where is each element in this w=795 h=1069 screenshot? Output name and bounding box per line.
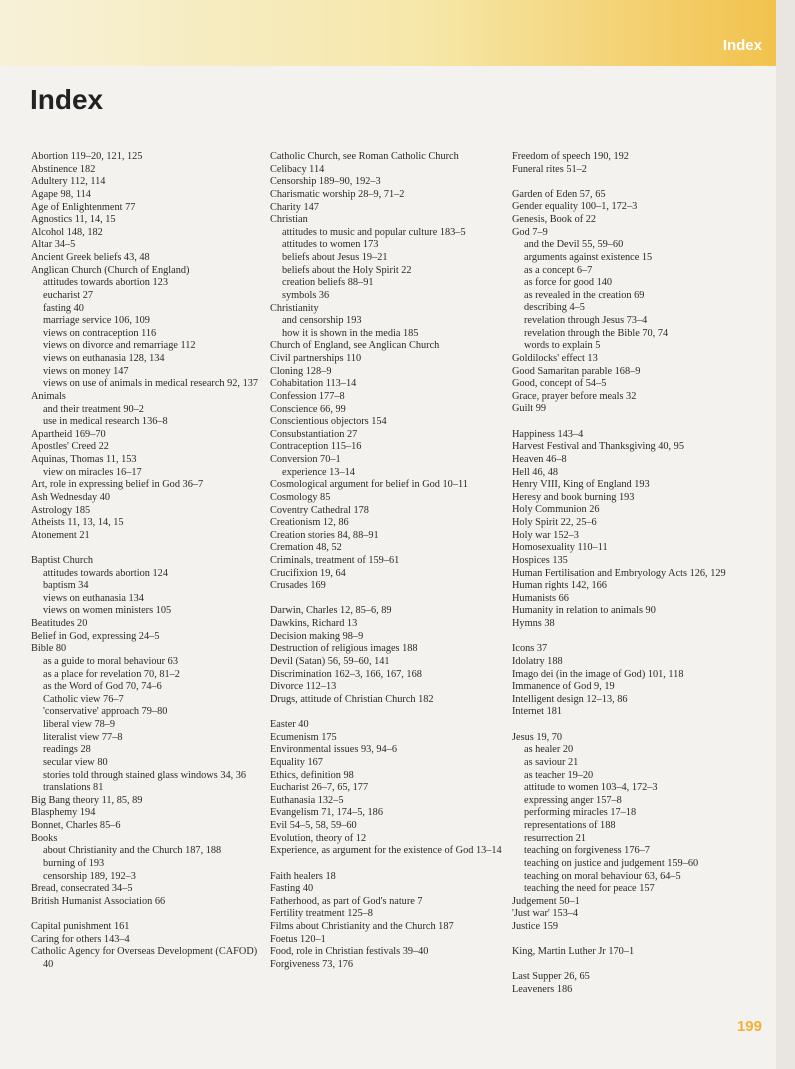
index-subentry: translations 81 bbox=[43, 782, 104, 794]
index-entry: Homosexuality 110–11 bbox=[512, 542, 608, 554]
index-entry: Last Supper 26, 65 bbox=[512, 971, 590, 983]
index-subentry: attitudes to music and popular culture 183–5 bbox=[282, 226, 466, 238]
index-entry: Celibacy 114 bbox=[270, 163, 325, 175]
index-entry: Guilt 99 bbox=[512, 403, 547, 415]
index-subentry: stories told through stained glass windows 34, 36 bbox=[43, 769, 247, 781]
index-subentry: censorship 189, 192–3 bbox=[43, 870, 136, 882]
index-entry: Internet 181 bbox=[512, 706, 563, 718]
index-entry: Evolution, theory of 12 bbox=[270, 832, 367, 844]
index-entry: Abstinence 182 bbox=[31, 163, 96, 175]
index-entry: Christian bbox=[270, 214, 308, 226]
index-entry: Blasphemy 194 bbox=[31, 807, 96, 819]
index-entry: Heresy and book burning 193 bbox=[512, 491, 635, 503]
index-entry: Coventry Cathedral 178 bbox=[270, 504, 369, 516]
index-entry: Agape 98, 114 bbox=[31, 188, 91, 200]
index-entry: Forgiveness 73, 176 bbox=[270, 958, 354, 970]
index-gap bbox=[512, 719, 750, 732]
index-entry: Fasting 40 bbox=[270, 883, 314, 895]
index-gap bbox=[270, 593, 506, 606]
index-entry: Cremation 48, 52 bbox=[270, 542, 342, 554]
index-entry: Destruction of religious images 188 bbox=[270, 643, 418, 655]
index-gap bbox=[31, 542, 263, 555]
index-subentry: eucharist 27 bbox=[43, 289, 94, 301]
index-subentry: and censorship 193 bbox=[282, 315, 362, 327]
index-entry: British Humanist Association 66 bbox=[31, 895, 166, 907]
index-subentry: and their treatment 90–2 bbox=[43, 403, 144, 415]
index-entry: Good, concept of 54–5 bbox=[512, 378, 607, 390]
index-entry: Consubstantiation 27 bbox=[270, 428, 358, 440]
index-entry: Dawkins, Richard 13 bbox=[270, 618, 358, 630]
index-entry: Civil partnerships 110 bbox=[270, 353, 362, 364]
index-entry: Agnostics 11, 14, 15 bbox=[31, 214, 116, 226]
header-label: Index bbox=[722, 37, 762, 54]
index-gap bbox=[512, 176, 750, 189]
index-subentry: views on money 147 bbox=[43, 365, 129, 377]
index-entry: Ecumenism 175 bbox=[270, 731, 337, 743]
index-entry: Gender equality 100–1, 172–3 bbox=[512, 201, 638, 213]
index-subentry: marriage service 106, 109 bbox=[43, 315, 150, 327]
index-entry: King, Martin Luther Jr 170–1 bbox=[512, 946, 635, 958]
index-subentry: words to explain 5 bbox=[524, 340, 601, 352]
index-subentry: burning of 193 bbox=[43, 857, 105, 869]
index-subentry: creation beliefs 88–91 bbox=[282, 277, 374, 289]
index-entry: Adultery 112, 114 bbox=[31, 176, 106, 188]
index-entry: Harvest Festival and Thanksgiving 40, 95 bbox=[512, 441, 684, 453]
index-column-1 bbox=[31, 151, 263, 972]
index-subentry: views on contraception 116 bbox=[43, 327, 157, 339]
index-entry: Goldilocks' effect 13 bbox=[512, 352, 598, 364]
index-entry: Charity 147 bbox=[270, 201, 319, 213]
index-entry: Contraception 115–16 bbox=[270, 441, 362, 453]
index-entry: Equality 167 bbox=[270, 756, 323, 768]
index-entry: Holy war 152–3 bbox=[512, 529, 579, 541]
index-entry: Leaveners 186 bbox=[512, 984, 573, 996]
index-entry: Holy Spirit 22, 25–6 bbox=[512, 517, 597, 529]
index-entry: Bonnet, Charles 85–6 bbox=[31, 820, 121, 832]
index-entry: Church of England, see Anglican Church bbox=[270, 340, 440, 352]
index-entry: Imago dei (in the image of God) 101, 118 bbox=[512, 668, 684, 680]
index-entry: Genesis, Book of 22 bbox=[512, 214, 597, 226]
index-entry: Hospices 135 bbox=[512, 554, 568, 566]
index-entry: Capital punishment 161 bbox=[31, 921, 130, 933]
index-subentry: secular view 80 bbox=[43, 756, 108, 768]
index-subentry: revelation through Jesus 73–4 bbox=[524, 315, 648, 327]
index-subentry: as force for good 140 bbox=[524, 277, 613, 289]
index-entry: Conversion 70–1 bbox=[270, 454, 341, 465]
index-entry: Beatitudes 20 bbox=[31, 618, 88, 630]
index-entry: Grace, prayer before meals 32 bbox=[512, 390, 637, 402]
index-subentry: resurrection 21 bbox=[524, 832, 587, 844]
index-gap bbox=[512, 959, 750, 972]
index-entry: Faith healers 18 bbox=[270, 870, 336, 882]
index-subentry: liberal view 78–9 bbox=[43, 719, 116, 731]
index-entry: Eucharist 26–7, 65, 177 bbox=[270, 782, 369, 794]
index-subentry: teaching on justice and judgement 159–60 bbox=[524, 857, 699, 869]
index-subentry: Catholic view 76–7 bbox=[43, 693, 124, 705]
index-subentry: literalist view 77–8 bbox=[43, 731, 123, 743]
index-subentry: as a concept 6–7 bbox=[524, 264, 593, 276]
index-entry: Euthanasia 132–5 bbox=[270, 794, 344, 806]
index-subentry: arguments against existence 15 bbox=[524, 251, 653, 263]
index-entry: Fertility treatment 125–8 bbox=[270, 908, 373, 920]
index-entry: Happiness 143–4 bbox=[512, 428, 584, 440]
index-entry: Drugs, attitude of Christian Church 182 bbox=[270, 693, 434, 705]
index-entry: Food, role in Christian festivals 39–40 bbox=[270, 946, 429, 958]
index-entry: Humanists 66 bbox=[512, 592, 569, 604]
index-entry: Cloning 128–9 bbox=[270, 365, 332, 377]
index-entry: Hell 46, 48 bbox=[512, 466, 559, 478]
index-entry: Atonement 21 bbox=[31, 529, 90, 541]
index-entry: Films about Christianity and the Church 187 bbox=[270, 921, 454, 933]
index-entry: Discrimination 162–3, 166, 167, 168 bbox=[270, 668, 422, 680]
index-entry: Creation stories 84, 88–91 bbox=[270, 529, 379, 541]
index-entry: Altar 34–5 bbox=[31, 239, 76, 251]
index-subentry: experience 13–14 bbox=[282, 466, 355, 478]
index-entry: Books bbox=[31, 832, 58, 844]
index-subentry: attitudes towards abortion 123 bbox=[43, 277, 168, 289]
index-subentry: symbols 36 bbox=[282, 289, 330, 301]
page-edge bbox=[776, 0, 795, 1069]
index-entry: Apartheid 169–70 bbox=[31, 428, 106, 440]
index-entry: Foetus 120–1 bbox=[270, 933, 326, 945]
index-subentry: view on miracles 16–17 bbox=[43, 466, 142, 478]
index-column-3 bbox=[512, 151, 750, 997]
index-subentry: as saviour 21 bbox=[524, 756, 579, 768]
index-subentry: teaching on forgiveness 176–7 bbox=[524, 845, 650, 857]
index-entry: Censorship 189–90, 192–3 bbox=[270, 176, 381, 188]
index-subentry: as revealed in the creation 69 bbox=[524, 289, 645, 301]
index-entry: Big Bang theory 11, 85, 89 bbox=[31, 794, 143, 806]
index-subentry: as a guide to moral behaviour 63 bbox=[43, 655, 178, 667]
index-subentry: as a place for revelation 70, 81–2 bbox=[43, 668, 180, 680]
index-entry: Ash Wednesday 40 bbox=[31, 491, 111, 503]
index-entry: Baptist Church bbox=[31, 554, 94, 566]
index-entry: Judgement 50–1 bbox=[512, 895, 580, 907]
index-entry: Ancient Greek beliefs 43, 48 bbox=[31, 252, 150, 263]
index-subentry: attitudes towards abortion 124 bbox=[43, 567, 168, 579]
index-subentry: attitude to women 103–4, 172–3 bbox=[524, 782, 658, 794]
index-entry: Easter 40 bbox=[270, 719, 309, 731]
index-subentry: describing 4–5 bbox=[524, 302, 585, 314]
index-entry: Fatherhood, as part of God's nature 7 bbox=[270, 895, 423, 907]
page-number: 199 bbox=[736, 1018, 762, 1035]
index-entry: Experience, as argument for the existence of God 13–14 bbox=[270, 845, 502, 857]
index-subentry: and the Devil 55, 59–60 bbox=[524, 239, 624, 251]
index-entry: Idolatry 188 bbox=[512, 655, 563, 667]
index-gap bbox=[512, 631, 750, 644]
index-subentry: expressing anger 157–8 bbox=[524, 794, 622, 806]
index-subentry: beliefs about Jesus 19–21 bbox=[282, 252, 388, 263]
index-entry: Catholic Church, see Roman Catholic Church bbox=[270, 151, 459, 162]
index-entry: God 7–9 bbox=[512, 226, 548, 238]
index-subentry: performing miracles 17–18 bbox=[524, 807, 637, 819]
index-entry: Christianity bbox=[270, 302, 319, 314]
index-entry: Human Fertilisation and Embryology Acts 126, 129 bbox=[512, 567, 726, 579]
index-subentry: views on use of animals in medical research 92, 137 bbox=[43, 378, 259, 390]
index-subentry: readings 28 bbox=[43, 744, 91, 756]
index-gap bbox=[31, 908, 263, 921]
index-gap bbox=[270, 706, 506, 719]
index-gap bbox=[512, 416, 750, 429]
index-entry: Divorce 112–13 bbox=[270, 681, 337, 693]
index-subentry: teaching on moral behaviour 63, 64–5 bbox=[524, 870, 681, 882]
index-entry: Justice 159 bbox=[512, 921, 559, 932]
header-bar bbox=[0, 0, 776, 66]
index-gap bbox=[512, 934, 750, 947]
index-entry: Devil (Satan) 56, 59–60, 141 bbox=[270, 655, 390, 667]
index-entry: Conscience 66, 99 bbox=[270, 403, 346, 415]
index-entry: Charismatic worship 28–9, 71–2 bbox=[270, 188, 405, 200]
index-entry: Henry VIII, King of England 193 bbox=[512, 479, 650, 491]
index-entry: Apostles' Creed 22 bbox=[31, 441, 109, 453]
index-subentry: attitudes to women 173 bbox=[282, 239, 379, 251]
index-entry: Bible 80 bbox=[31, 643, 67, 655]
index-entry: Hymns 38 bbox=[512, 618, 555, 630]
index-entry: Evangelism 71, 174–5, 186 bbox=[270, 807, 383, 819]
index-subentry: fasting 40 bbox=[43, 302, 84, 314]
index-entry: Cosmology 85 bbox=[270, 491, 331, 503]
index-column-2 bbox=[270, 151, 506, 972]
index-entry: Catholic Agency for Overseas Development (CAFOD) 40 bbox=[31, 946, 258, 970]
index-subentry: as healer 20 bbox=[524, 744, 574, 756]
index-entry: Icons 37 bbox=[512, 643, 548, 655]
index-entry: Criminals, treatment of 159–61 bbox=[270, 555, 400, 566]
index-subentry: about Christianity and the Church 187, 188 bbox=[43, 845, 222, 857]
index-subentry: baptism 34 bbox=[43, 580, 89, 592]
index-entry: Alcohol 148, 182 bbox=[31, 226, 103, 238]
index-subentry: views on women ministers 105 bbox=[43, 605, 172, 617]
index-entry: Ethics, definition 98 bbox=[270, 769, 354, 781]
index-subentry: revelation through the Bible 70, 74 bbox=[524, 327, 669, 339]
index-subentry: representations of 188 bbox=[524, 820, 616, 831]
index-entry: Conscientious objectors 154 bbox=[270, 416, 387, 428]
index-subentry: 'conservative' approach 79–80 bbox=[43, 706, 168, 718]
index-subentry: how it is shown in the media 185 bbox=[282, 327, 419, 339]
index-entry: Heaven 46–8 bbox=[512, 453, 567, 465]
index-entry: 'Just war' 153–4 bbox=[512, 908, 579, 920]
index-subentry: teaching the need for peace 157 bbox=[524, 883, 655, 895]
index-entry: Astrology 185 bbox=[31, 504, 91, 516]
index-entry: Crusades 169 bbox=[270, 580, 326, 592]
index-entry: Darwin, Charles 12, 85–6, 89 bbox=[270, 605, 392, 617]
index-entry: Abortion 119–20, 121, 125 bbox=[31, 151, 143, 162]
index-entry: Jesus 19, 70 bbox=[512, 731, 563, 743]
index-entry: Freedom of speech 190, 192 bbox=[512, 151, 629, 162]
index-entry: Aquinas, Thomas 11, 153 bbox=[31, 454, 137, 465]
index-entry: Funeral rites 51–2 bbox=[512, 163, 587, 175]
index-entry: Human rights 142, 166 bbox=[512, 580, 607, 592]
index-subentry: as teacher 19–20 bbox=[524, 769, 594, 781]
index-subentry: beliefs about the Holy Spirit 22 bbox=[282, 264, 412, 276]
index-entry: Cohabitation 113–14 bbox=[270, 378, 357, 390]
index-entry: Confession 177–8 bbox=[270, 390, 345, 402]
index-entry: Atheists 11, 13, 14, 15 bbox=[31, 517, 124, 529]
index-subentry: as the Word of God 70, 74–6 bbox=[43, 681, 162, 693]
index-gap bbox=[270, 858, 506, 871]
index-entry: Immanence of God 9, 19 bbox=[512, 681, 615, 693]
index-entry: Good Samaritan parable 168–9 bbox=[512, 365, 641, 377]
index-entry: Anglican Church (Church of England) bbox=[31, 264, 190, 276]
index-entry: Evil 54–5, 58, 59–60 bbox=[270, 820, 357, 832]
index-entry: Caring for others 143–4 bbox=[31, 933, 130, 945]
index-entry: Creationism 12, 86 bbox=[270, 517, 349, 529]
index-entry: Cosmological argument for belief in God 10–11 bbox=[270, 479, 468, 491]
index-entry: Age of Enlightenment 77 bbox=[31, 201, 136, 213]
index-entry: Intelligent design 12–13, 86 bbox=[512, 693, 628, 705]
index-entry: Garden of Eden 57, 65 bbox=[512, 188, 606, 200]
index-subentry: views on divorce and remarriage 112 bbox=[43, 340, 196, 352]
index-subentry: views on euthanasia 134 bbox=[43, 592, 144, 604]
index-entry: Environmental issues 93, 94–6 bbox=[270, 744, 397, 756]
index-entry: Bread, consecrated 34–5 bbox=[31, 883, 133, 895]
index-entry: Decision making 98–9 bbox=[270, 630, 364, 642]
page-title: Index bbox=[30, 84, 104, 115]
index-subentry: use in medical research 136–8 bbox=[43, 416, 168, 428]
index-entry: Crucifixion 19, 64 bbox=[270, 567, 346, 579]
index-entry: Art, role in expressing belief in God 36–7 bbox=[31, 479, 204, 491]
index-entry: Animals bbox=[31, 390, 66, 402]
index-subentry: views on euthanasia 128, 134 bbox=[43, 353, 165, 364]
index-entry: Belief in God, expressing 24–5 bbox=[31, 630, 160, 642]
index-entry: Humanity in relation to animals 90 bbox=[512, 605, 656, 617]
index-entry: Holy Communion 26 bbox=[512, 504, 600, 516]
